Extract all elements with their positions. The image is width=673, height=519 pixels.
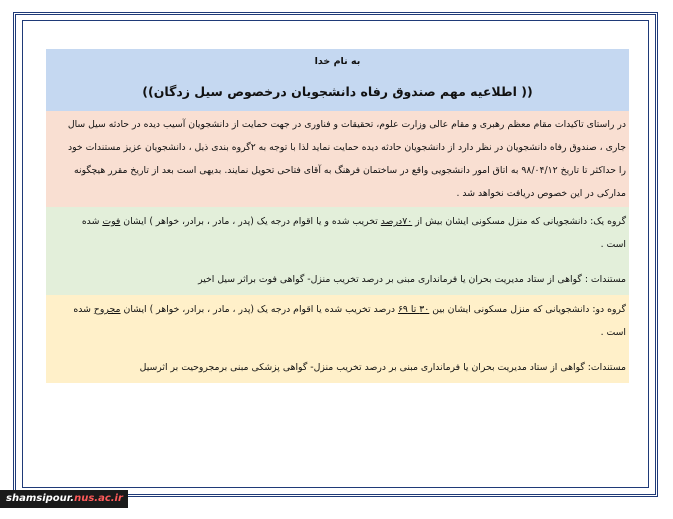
announcement-header [46,49,629,111]
group-two-range: ۳۰ تا ۶۹ [397,304,430,315]
group-one-text: گروه یک: دانشجویانی که منزل مسکونی ایشان بیش از [412,216,626,227]
group-one-status: فوت [102,216,121,227]
site-suffix: nus.ac.ir [74,493,123,504]
intro-line: در راستای تاکیدات مقام معظم رهبری و مقام عالی وزارت علوم، تحقیقات و فناوری در جهت حمایت از دانشجویان آسیب دیده در حادثه سیل سال [67,119,626,130]
intro-line: جاری ، صندوق رفاه دانشجویان در نظر دارد از دانشجویان حادثه دیده حمایت نماید لذا با توجه به ۲گروه بندی ذیل ، دانشجویان عزیز مستندات خود [67,142,626,153]
site-watermark [0,490,128,508]
group-two-text: گروه دو: دانشجویانی که منزل مسکونی ایشان بین [429,304,626,315]
group-two-section [46,295,629,383]
intro-line: را حداکثر تا تاریخ ۹۸/۰۴/۱۲ به اتاق امور دانشجویی واقع در ساختمان فرهنگ به آقای فتاحی تحویل نمایند. بدیهی است بعد از تاریخ مقرر هیچگونه [74,165,626,176]
announcement-title: (( اطلاعیه مهم صندوق رفاه دانشجویان درخصوص سیل زدگان)) [142,84,533,99]
basmala: به نام خدا [314,56,361,67]
group-one-section [46,207,629,295]
group-one-line-end: است . [600,239,626,250]
group-one-percent: ۷۰درصد [380,216,413,227]
site-prefix: shamsipour. [6,493,75,504]
group-two-description [49,298,626,321]
intro-line: مدارکی در این خصوص دریافت نخواهد شد . [456,188,626,199]
group-one-text: تخریب شده و یا اقوام درجه یک (پدر ، مادر ، برادر، خواهر ) ایشان [120,216,381,227]
group-two-text: درصد تخریب شده یا اقوام درجه یک (پدر ، مادر ، برادر، خواهر ) ایشان [120,304,398,315]
group-two-status: مجروح [93,304,121,315]
group-two-text: شده [73,304,94,315]
intro-section [46,111,629,207]
group-two-documents: مستندات: گواهی از ستاد مدیریت بحران یا فرمانداری مبنی بر درصد تخریب منزل- گواهی پزشکی مبنی برمجروحیت بر اثرسیل [139,362,626,373]
announcement-document [46,49,629,383]
group-two-line-end: است . [600,327,626,338]
group-one-description [49,210,626,233]
group-one-text: شده [81,216,103,227]
group-one-documents: مستندات : گواهی از ستاد مدیریت بحران یا فرمانداری مبنی بر درصد تخریب منزل- گواهی فوت براثر سیل اخیر [198,274,626,285]
